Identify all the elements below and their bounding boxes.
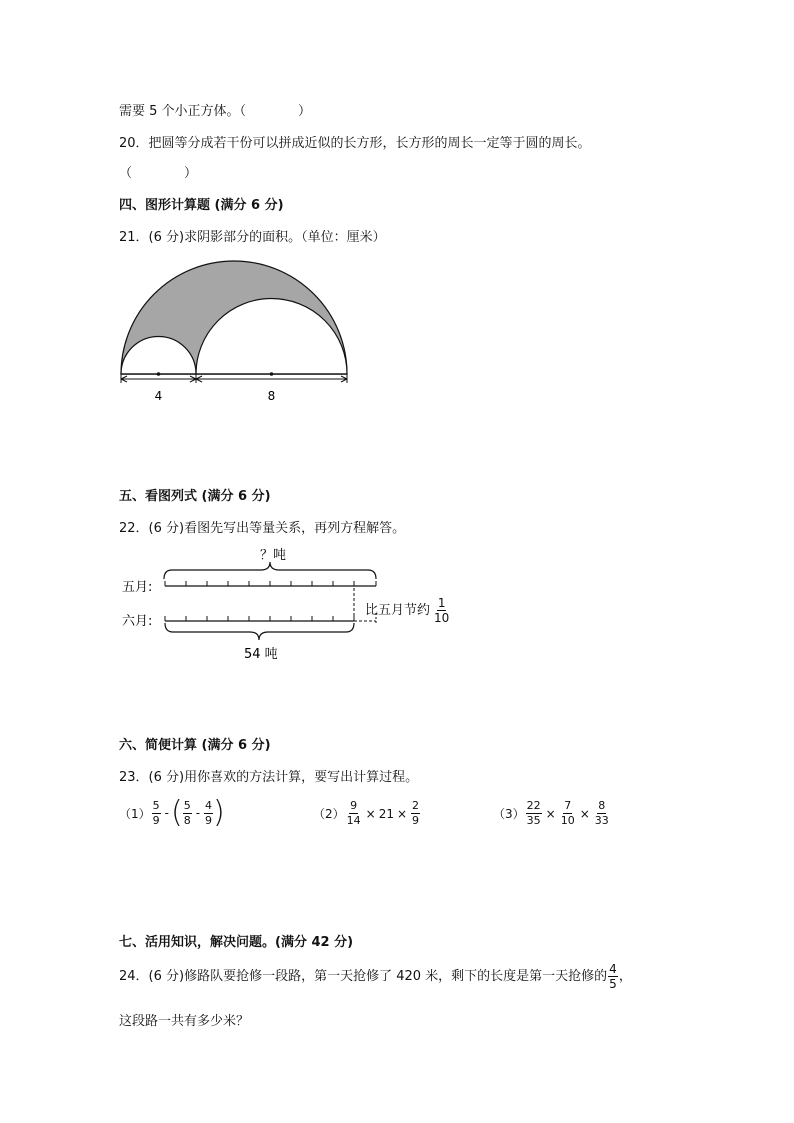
q24-text: 24．(6 分)修路队要抢修一段路，第一天抢修了 420 米，剩下的长度是第一天抢修的: [119, 968, 608, 984]
p1-fraction-c: [204, 800, 213, 827]
p3-b-den: 10: [560, 814, 575, 827]
p3-op1: ×: [545, 806, 556, 821]
p3-fraction-b: [560, 800, 576, 827]
dim-label-4: 4: [154, 389, 163, 403]
problem-3: [493, 800, 611, 827]
medium-center-dot: [270, 372, 274, 376]
p3-fraction-a: [526, 800, 542, 827]
problem-3-label: （3）: [493, 807, 525, 821]
p1-c-num: 4: [205, 798, 213, 812]
q23-text: 23．(6 分)用你喜欢的方法计算，要写出计算过程。: [119, 770, 419, 785]
p1-op2: -: [195, 806, 201, 820]
q20-answer-blank: （ ）: [119, 166, 198, 181]
q21-text: 21．(6 分)求阴影部分的面积。（单位：厘米）: [119, 230, 386, 245]
q22-text: 22．(6 分)看图先写出等量关系，再列方程解答。: [119, 521, 406, 536]
p2-b-den: 9: [412, 814, 420, 827]
june-label: 六月:: [122, 614, 153, 629]
problem-1-label: （1）: [119, 806, 151, 821]
p1-a-num: 5: [152, 798, 160, 812]
p1-right-paren: ): [213, 795, 225, 830]
p2-a-num: 9: [350, 799, 358, 812]
semicircle-shaded-figure: [110, 255, 360, 405]
may-label: 五月:: [122, 580, 153, 595]
p2-a-den: 14: [346, 814, 361, 827]
problem-1: [119, 795, 225, 830]
p2-op2: ×: [396, 806, 408, 821]
dim-label-8: 8: [267, 389, 276, 403]
p3-a-num: 22: [526, 799, 541, 812]
p2-fraction-a: [346, 800, 362, 827]
p1-fraction-a: [152, 800, 161, 827]
p1-b-num: 5: [183, 798, 191, 812]
p3-op2: ×: [579, 806, 590, 821]
section-4-title: 四、图形计算题 (满分 6 分): [119, 198, 284, 213]
p2-fraction-b: [411, 800, 420, 827]
saving-fraction-den: 10: [434, 611, 450, 625]
p3-c-den: 33: [594, 814, 609, 827]
small-center-dot: [157, 372, 161, 376]
problem-2-label: （2）: [313, 807, 345, 821]
p3-fraction-c: [594, 800, 610, 827]
saving-fraction: [433, 597, 450, 624]
problem-2: [313, 800, 421, 827]
q19-tail-text: 需要 5 个小正方体。（ ）: [119, 104, 312, 119]
p1-left-paren: (: [170, 795, 183, 830]
q24-line-1: [119, 963, 632, 990]
saving-annotation: [365, 597, 451, 624]
top-brace: [164, 562, 376, 579]
may-ticks: [165, 581, 376, 586]
p1-op1: -: [164, 806, 169, 820]
q24-fraction-num: 4: [609, 962, 617, 976]
saving-text: 比五月节约: [365, 602, 431, 618]
q24-comma: ，: [618, 968, 632, 984]
q24-line-2: 这段路一共有多少米？: [119, 1014, 250, 1029]
section-5-title: 五、看图列式 (满分 6 分): [119, 489, 271, 504]
saving-fraction-num: 1: [437, 596, 446, 610]
section-7-title: 七、活用知识，解决问题。(满分 42 分): [119, 935, 354, 950]
section-6-title: 六、简便计算 (满分 6 分): [119, 738, 271, 753]
top-brace-label: ？吨: [260, 548, 287, 563]
p3-a-den: 35: [526, 814, 541, 827]
p2-op1: ×: [365, 806, 376, 821]
p3-c-num: 8: [598, 799, 606, 812]
p1-fraction-b: [183, 800, 192, 827]
bottom-brace-label: 54 吨: [244, 647, 278, 662]
p1-a-den: 9: [152, 813, 160, 827]
p1-b-den: 8: [183, 813, 191, 827]
p1-c-den: 9: [205, 813, 213, 827]
june-ticks: [165, 616, 354, 621]
p2-mid-number: 21: [378, 806, 394, 821]
q24-fraction: [608, 963, 618, 990]
q24-fraction-den: 5: [609, 977, 617, 991]
q20-text: 20．把圆等分成若干份可以拼成近似的长方形，长方形的周长一定等于圆的周长。: [119, 136, 591, 151]
bottom-brace: [165, 623, 354, 640]
p2-b-num: 2: [412, 799, 420, 812]
p3-b-num: 7: [564, 799, 572, 812]
